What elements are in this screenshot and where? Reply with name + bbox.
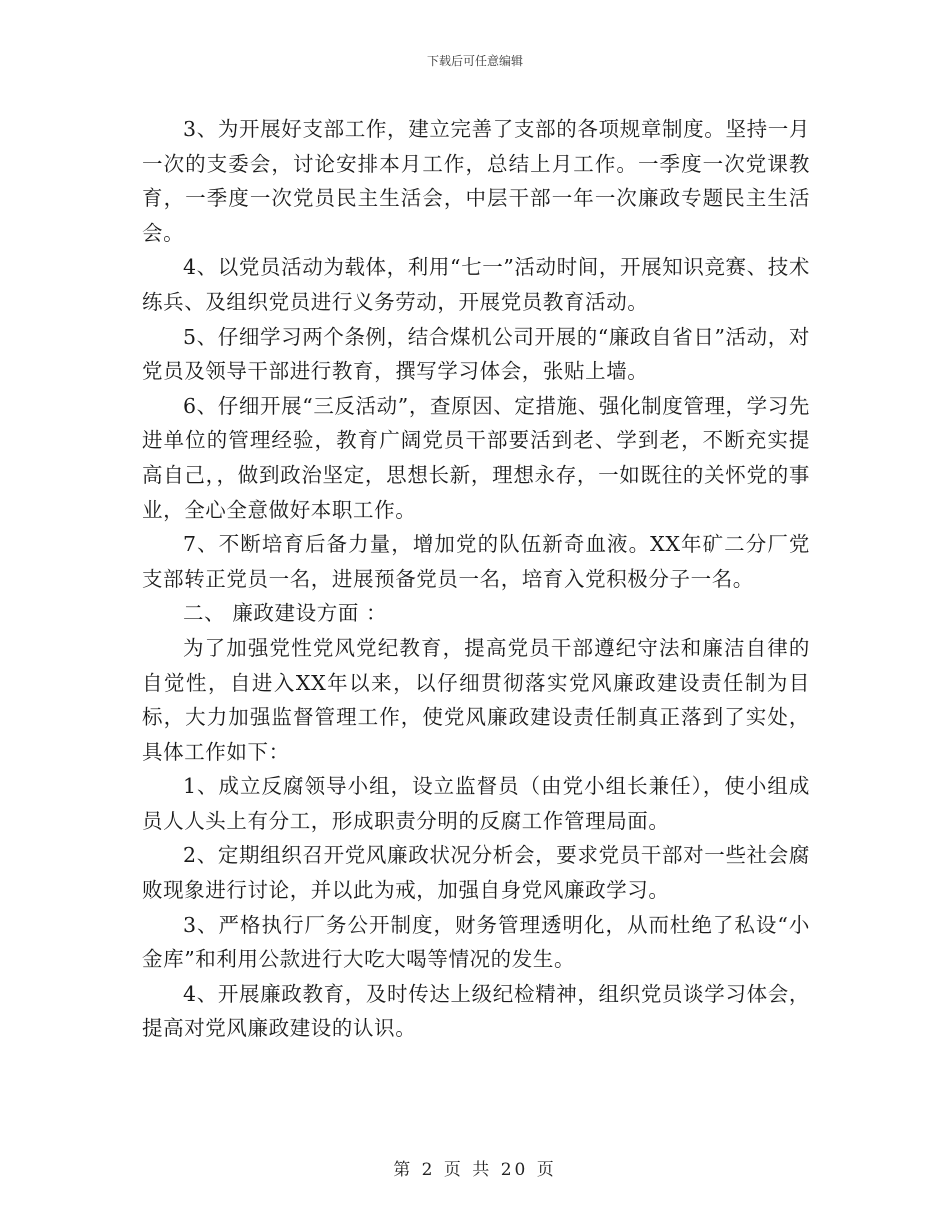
paragraph-4: 6、仔细开展“三反活动”，查原因、定措施、强化制度管理，学习先进单位的管理经验，教育广阔党员干部要活到老、学到老，不断充实提高自己，，做到政治坚定，思想长新，理想永存，一如既往的关怀党的事业，全心全意做好本职工作。 [142,393,810,522]
page-header: 下载后可任意编辑 [426,54,523,68]
paragraph-11: 4、开展廉政教育，及时传达上级纪检精神，组织党员谈学习体会，提高对党风廉政建设的认识。 [142,981,810,1041]
paragraph-2: 4、以党员活动为载体，利用“七一”活动时间，开展知识竞赛、技术练兵、及组织党员进行义务劳动，开展党员教育活动。 [142,255,810,314]
section-heading: 二、 廉政建设方面 ： [183,601,388,626]
paragraph-3: 5、仔细学习两个条例，结合煤机公司开展的“廉政自省日”活动，对党员及领导干部进行教育，撰写学习体会，张贴上墙。 [142,324,810,384]
paragraph-10: 3、严格执行厂务公开制度，财务管理透明化，从而杜绝了私设“小金库”和利用公款进行大吃大喝等情况的发生。 [142,912,810,972]
page-footer: 第 2 页 共 20 页 [393,1160,557,1180]
paragraph-7: 为了加强党性党风党纪教育，提高党员干部遵纪守法和廉洁自律的自觉性，自进入XX年以来，以仔细贯彻落实党风廉政建设责任制为目标，大力加强监督管理工作，使党风廉政建设责任制真正落到了实处，具体工作如下： [142,635,810,764]
paragraph-5: 7、不断培育后备力量，增加党的队伍新奇血液。XX年矿二分厂党支部转正党员一名，进展预备党员一名，培育入党积极分子一名。 [142,532,810,591]
paragraph-1: 3、为开展好支部工作，建立完善了支部的各项规章制度。坚持一月一次的支委会，讨论安排本月工作，总结上月工作。一季度一次党课教育，一季度一次党员民主生活会，中层干部一年一次廉政专题民主生活会。 [142,117,810,245]
document-body [142,112,810,1046]
paragraph-8: 1、成立反腐领导小组，设立监督员（由党小组长兼任），使小组成员人人头上有分工，形成职责分明的反腐工作管理局面。 [142,774,810,833]
paragraph-9: 2、定期组织召开党风廉政状况分析会，要求党员干部对一些社会腐败现象进行讨论，并以此为戒，加强自身党风廉政学习。 [142,843,810,903]
